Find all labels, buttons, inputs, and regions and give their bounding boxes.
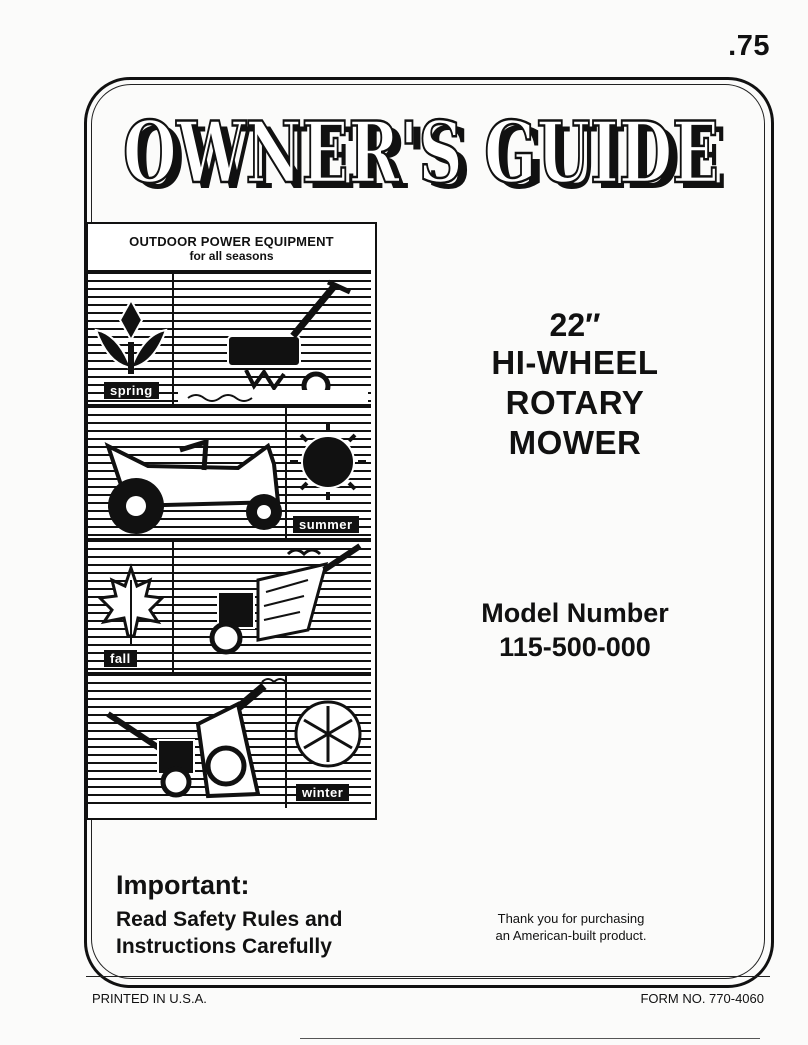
season-summer	[88, 404, 371, 540]
footer-form-number: FORM NO. 770-4060	[640, 991, 764, 1006]
season-spring	[88, 270, 371, 406]
lawn-tractor-icon	[108, 442, 282, 534]
price: .75	[728, 30, 770, 62]
seasons-panel	[86, 222, 377, 820]
title-text: OWNER'S GUIDE	[123, 103, 719, 200]
product-size: 22″	[549, 307, 601, 343]
season-label-winter: winter	[296, 784, 349, 801]
season-winter	[88, 672, 371, 808]
season-label-summer: summer	[293, 516, 359, 533]
snow-thrower-icon	[108, 679, 286, 796]
product-line-1: HI-WHEEL	[491, 344, 659, 381]
season-label-fall: fall	[104, 650, 137, 667]
panel-heading-line-1: OUTDOOR POWER EQUIPMENT	[129, 234, 334, 249]
model-number: 115-500-000	[499, 632, 651, 662]
footer-printed: PRINTED IN U.S.A.	[92, 991, 207, 1006]
scan-edge-line	[300, 1038, 760, 1039]
maple-leaf-icon	[100, 568, 162, 644]
tiller-icon	[178, 282, 368, 406]
snowflake-icon	[296, 702, 360, 766]
panel-heading	[88, 224, 375, 264]
season-label-spring: spring	[104, 382, 159, 399]
shredder-icon	[212, 546, 360, 652]
season-fall	[88, 538, 371, 674]
safety-line-1: Read Safety Rules and	[116, 908, 343, 931]
product-line-3: MOWER	[508, 424, 642, 461]
sun-icon	[290, 424, 366, 500]
title-shadow: OWNER'S GUIDE	[131, 109, 727, 200]
sprout-icon	[96, 300, 166, 374]
thanks-line-1: Thank you for purchasing	[497, 911, 645, 926]
bottom-rule	[86, 976, 770, 977]
model-label: Model Number	[481, 598, 669, 628]
important-heading: Important:	[116, 870, 250, 900]
product-line-2: ROTARY	[505, 384, 645, 421]
panel-heading-line-2: for all seasons	[189, 249, 274, 263]
thanks-line-2: an American-built product.	[495, 928, 647, 943]
owners-guide-logo	[118, 100, 728, 200]
safety-line-2: Instructions Carefully	[116, 935, 332, 958]
